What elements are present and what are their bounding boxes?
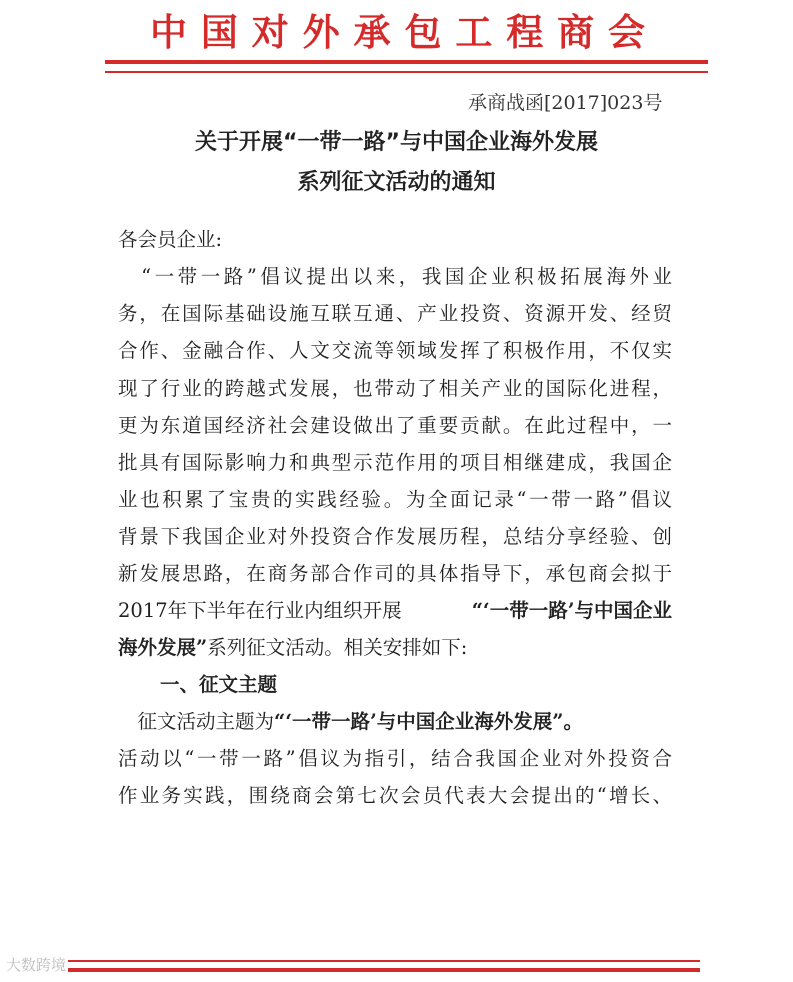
body-line: 背景下我国企业对外投资合作发展历程，总结分享经验、创 — [118, 525, 672, 548]
header-rule-thin — [105, 71, 708, 73]
body-line — [118, 708, 672, 736]
body-line — [118, 597, 672, 625]
body-line: 更为东道国经济社会建设做出了重要贡献。在此过程中，一 — [118, 414, 672, 437]
footer-rule-thick — [68, 968, 700, 972]
body-line: 业也积累了宝贵的实践经验。为全面记录“一带一路”倡议 — [118, 488, 672, 511]
body-line: 作业务实践，围绕商会第七次会员代表大会提出的“增长、 — [118, 784, 672, 807]
body-text-bold: “‘一带一路’与中国企业海外发展”。 — [274, 710, 584, 733]
body-line: 务，在国际基础设施互联互通、产业投资、资源开发、经贸 — [118, 302, 672, 325]
body-line: 新发展思路，在商务部合作司的具体指导下，承包商会拟于 — [118, 562, 672, 585]
notice-title-line2: 系列征文活动的通知 — [297, 170, 496, 195]
body-text-bold: “‘一带一路’与中国企业 — [471, 599, 672, 622]
body-text-bold: 海外发展” — [118, 636, 208, 659]
organization-letterhead: 中国对外承包工程商会 — [150, 10, 645, 54]
document-number: 承商战函[2017]023号 — [468, 92, 663, 114]
body-text: 2017年下半年在行业内组织开展 — [118, 599, 402, 622]
body-line: 活动以“一带一路”倡议为指引，结合我国企业对外投资合 — [118, 747, 672, 770]
watermark: 大数跨境 — [6, 956, 67, 974]
footer-rule-thin — [68, 960, 700, 962]
notice-title-line1: 关于开展“一带一路”与中国企业海外发展 — [195, 130, 598, 155]
header-rule-thick — [105, 60, 708, 64]
body-line: “一带一路”倡议提出以来，我国企业积极拓展海外业 — [118, 265, 672, 288]
body-text: 系列征文活动。相关安排如下: — [207, 636, 468, 659]
body-line: 合作、金融合作、人文交流等领域发挥了积极作用，不仅实 — [118, 339, 672, 362]
salutation: 各会员企业: — [118, 228, 223, 251]
section-heading: 一、征文主题 — [160, 673, 278, 696]
body-line: 批具有国际影响力和典型示范作用的项目相继建成，我国企 — [118, 451, 672, 474]
body-line: 现了行业的跨越式发展，也带动了相关产业的国际化进程， — [118, 377, 672, 400]
body-text: 征文活动主题为 — [118, 710, 275, 733]
body-line — [118, 634, 672, 662]
